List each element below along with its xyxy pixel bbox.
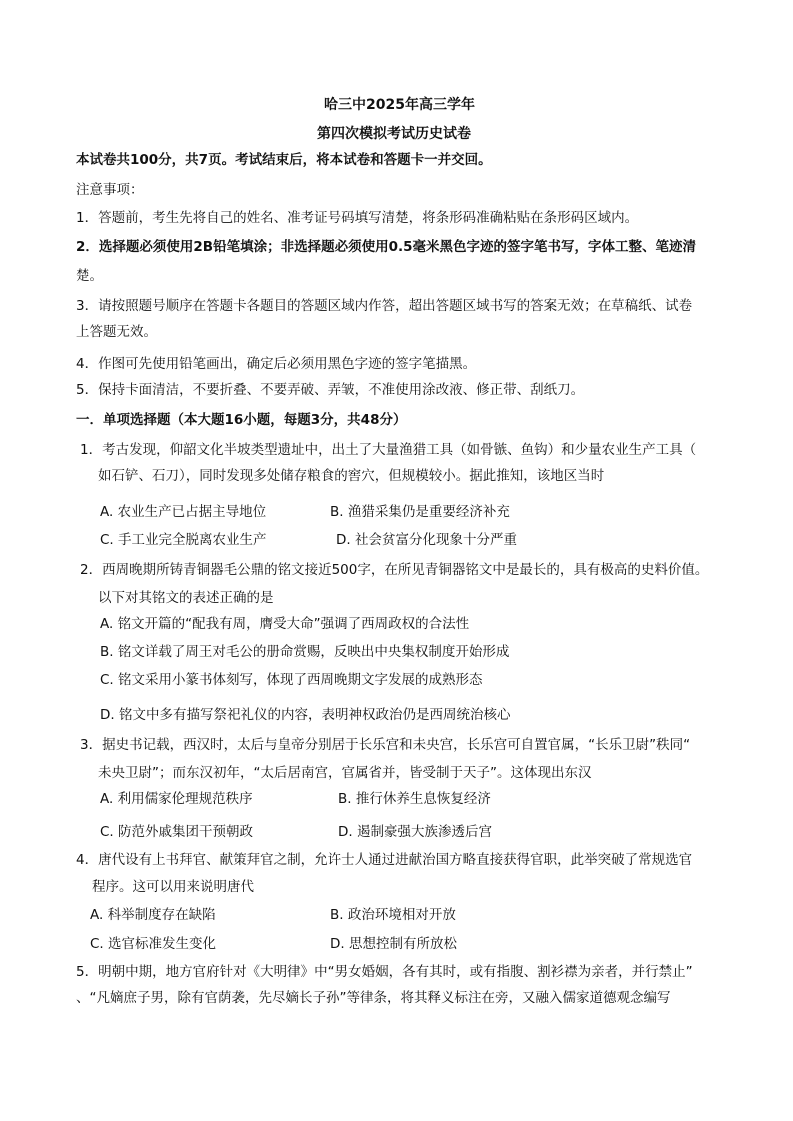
question-2-option-b: B. 铭文详载了周王对毛公的册命赏赐，反映出中央集权制度开始形成 [100,644,510,660]
question-5-stem: 5．明朝中期，地方官府针对《大明律》中“男女婚姻，各有其时，或有指腹、割衫襟为亲者，并行禁止” [76,964,693,980]
question-2-stem: 2．西周晚期所铸青铜器毛公鼎的铭文接近500字，在所见青铜器铭文中是最长的，具有极高的史料价值。 [80,562,709,578]
question-4-option-b: B. 政治环境相对开放 [330,907,456,923]
question-1-option-d: D. 社会贫富分化现象十分严重 [336,532,517,548]
exam-intro: 本试卷共100分，共7页。考试结束后，将本试卷和答题卡一并交回。 [76,152,492,168]
question-4-option-c: C. 选官标准发生变化 [90,936,217,952]
question-3-option-d: D. 遏制豪强大族渗透后宫 [338,824,492,840]
notes-heading: 注意事项： [76,182,144,198]
section-heading: 一．单项选择题（本大题16小题，每题3分，共48分） [76,412,407,428]
note-1: 1．答题前，考生先将自己的姓名、准考证号码填写清楚，将条形码准确粘贴在条形码区域内。 [76,210,639,226]
question-4-option-a: A. 科举制度存在缺陷 [90,907,216,923]
question-1-option-b: B. 渔猎采集仍是重要经济补充 [330,504,510,520]
note-5: 5．保持卡面清洁，不要折叠、不要弄破、弄皱，不准使用涂改液、修正带、刮纸刀。 [76,382,585,398]
question-3-stem: 3．据史书记载，西汉时，太后与皇帝分别居于长乐宫和未央宫，长乐宫可自置官属，“长乐卫尉”秩同“ [80,737,691,753]
exam-title-line2: 第四次模拟考试历史试卷 [317,126,471,142]
question-4-option-d: D. 思想控制有所放松 [330,936,457,952]
exam-title-line1: 哈三中2025年高三学年 [324,97,475,113]
note-3-cont: 上答题无效。 [76,324,157,340]
question-4-stem-cont: 程序。这可以用来说明唐代 [92,879,254,895]
note-2: 2．选择题必须使用2B铅笔填涂；非选择题必须使用0.5毫米黑色字迹的签字笔书写，字体工整、笔迹清 [76,239,696,255]
note-2-cont: 楚。 [76,268,103,284]
question-1-option-a: A. 农业生产已占据主导地位 [100,504,267,520]
question-4-stem: 4．唐代设有上书拜官、献策拜官之制，允许士人通过进献治国方略直接获得官职，此举突破了常规选官 [76,852,693,868]
question-2-option-a: A. 铭文开篇的“配我有周，膺受大命”强调了西周政权的合法性 [100,616,470,632]
question-3-option-b: B. 推行休养生息恢复经济 [338,791,491,807]
question-1-stem: 1．考古发现，仰韶文化半坡类型遗址中，出土了大量渔猎工具（如骨镞、鱼钩）和少量农业生产工具（ [80,442,697,458]
question-2-option-d: D. 铭文中多有描写祭祀礼仪的内容，表明神权政治仍是西周统治核心 [100,707,511,723]
note-3: 3．请按照题号顺序在答题卡各题目的答题区域内作答，超出答题区域书写的答案无效；在草稿纸、试卷 [76,298,693,314]
question-2-stem-cont: 以下对其铭文的表述正确的是 [98,590,274,606]
question-2-option-c: C. 铭文采用小篆书体刻写，体现了西周晚期文字发展的成熟形态 [100,672,483,688]
note-4: 4．作图可先使用铅笔画出，确定后必须用黑色字迹的签字笔描黑。 [76,356,477,372]
question-5-stem-cont: 、“凡嫡庶子男，除有官荫袭，先尽嫡长子孙”等律条，将其释义标注在旁，又融入儒家道德观念编写 [76,990,671,1006]
question-1-option-c: C. 手工业完全脱离农业生产 [100,532,267,548]
question-3-option-a: A. 利用儒家伦理规范秩序 [100,791,253,807]
question-3-option-c: C. 防范外戚集团干预朝政 [100,824,254,840]
question-1-stem-cont: 如石铲、石刀），同时发现多处储存粮食的窖穴，但规模较小。据此推知，该地区当时 [98,468,605,484]
question-3-stem-cont: 未央卫尉”；而东汉初年，“太后居南宫，官属省并，皆受制于天子”。这体现出东汉 [98,765,592,781]
